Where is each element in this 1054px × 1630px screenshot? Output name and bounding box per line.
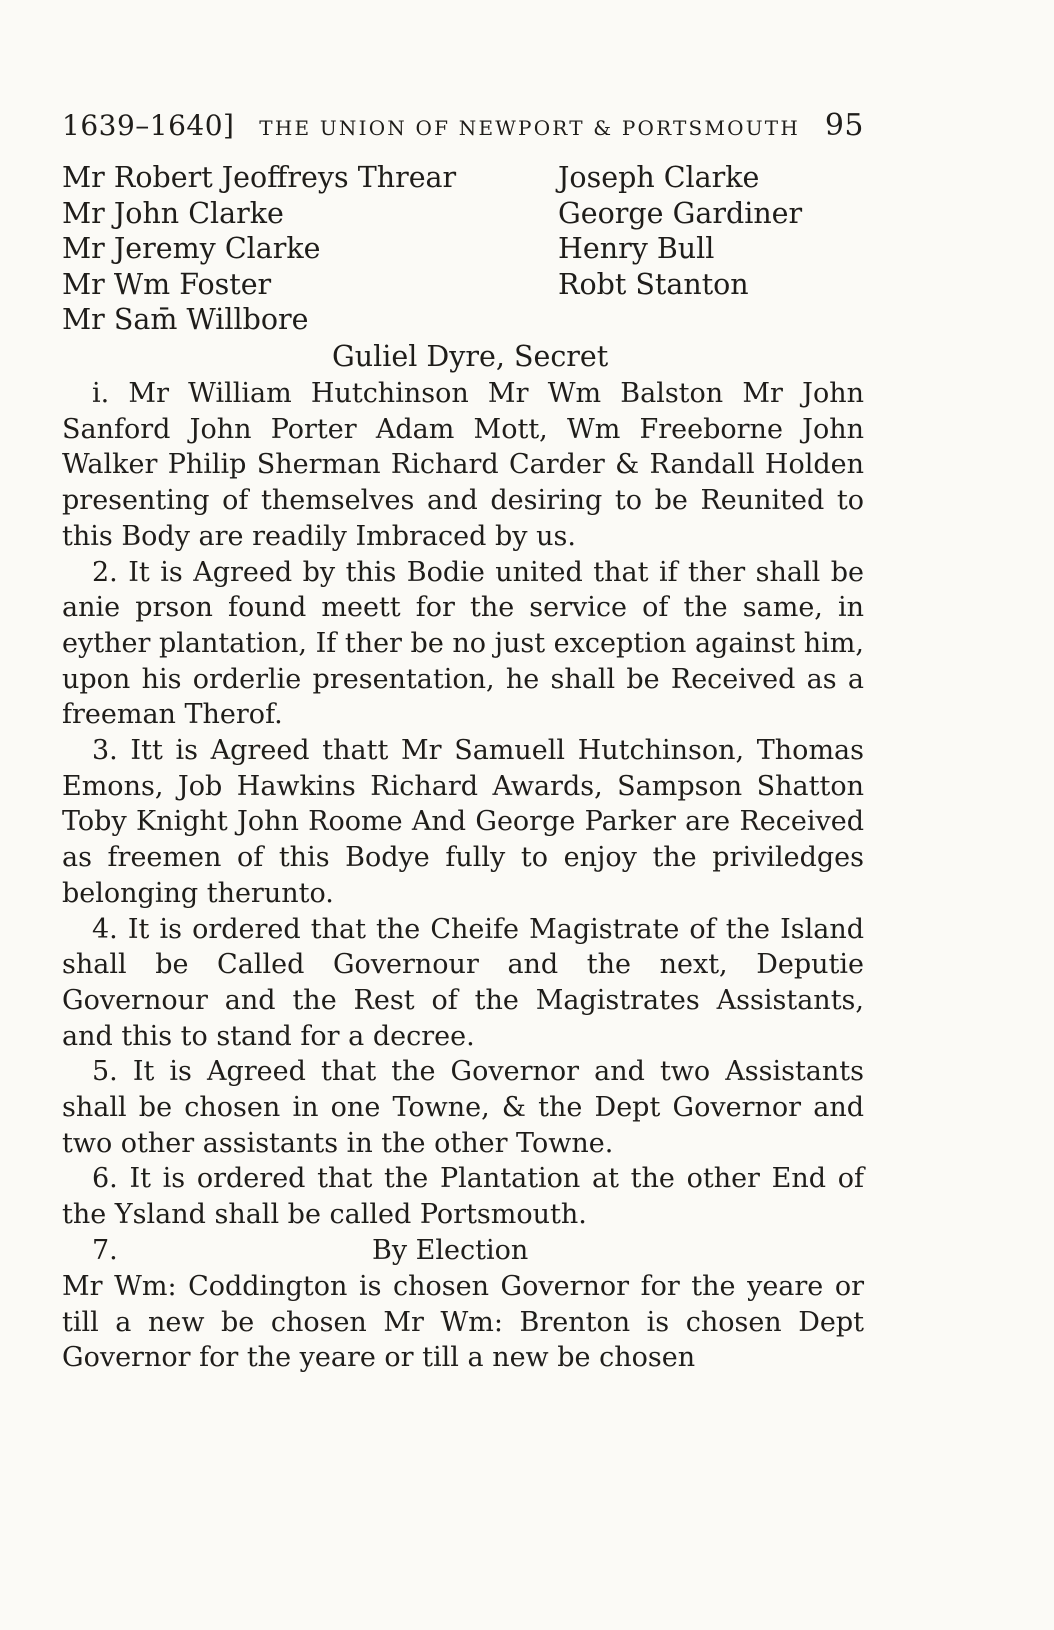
signatory-name: Mr Sam̄ Willbore [62,303,309,336]
signatory-name: Henry Bull [558,232,715,265]
header-title: THE UNION OF NEWPORT & PORTSMOUTH [259,116,800,140]
book-page [62,0,864,1630]
signatory-name: Joseph Clarke [558,161,760,194]
resolutions-text [62,376,864,1376]
signatory-name: Mr John Clarke [62,196,284,230]
election-paragraph: Mr Wm: Coddington is chosen Governor for the yeare or till a new be chosen Mr Wm: Brenton is chosen Dept Governor for the yeare or till a new be chosen [62,1270,864,1374]
secretary-signature: Guliel Dyre, Secret [332,340,609,373]
signatories-right-column [558,160,802,302]
signatories-left-column [62,160,456,338]
resolution-paragraph: 4. It is ordered that the Cheife Magistrate of the Island shall be Called Governour and the next, Deputie Governour and the Rest of the Magistrates Assistants, and this to stand for a decree. [62,913,864,1052]
page-number: 95 [824,108,864,143]
resolution-paragraph: 5. It is Agreed that the Governor and two Assistants shall be chosen in one Towne, & the Dept Governor and two other assistants in the other Towne. [62,1056,864,1159]
header-date-range: 1639–1640] [62,109,235,142]
election-title: By Election [372,1234,529,1266]
signatory-name: Mr Jeremy Clarke [62,232,321,265]
resolution-paragraph: 6. It is ordered that the Plantation at the other End of the Ysland shall be called Portsmouth. [62,1163,864,1231]
signatory-name: Robt Stanton [558,267,749,301]
signatory-name: George Gardiner [558,196,803,230]
election-heading [62,1233,864,1269]
resolution-paragraph: 2. It is Agreed by this Bodie united that if ther shall be anie prson found meett for the service of the same, in eyther plantation, If ther be no just exception against him, upon his orderlie presentation, he shall be Received as a freeman Therof. [62,556,864,731]
signatory-name: Mr Wm Foster [62,267,272,301]
signatory-list [62,160,864,350]
resolution-paragraph: 3. Itt is Agreed thatt Mr Samuell Hutchinson, Thomas Emons, Job Hawkins Richard Awards, Sampson Shatton Toby Knight John Roome And George Parker are Received as freemen of this Bodye fully to enjoy the priviledges belonging therunto. [62,735,864,909]
election-number: 7. [92,1234,118,1266]
signatory-name: Mr Robert Jeoffreys Threar [62,161,457,194]
running-header [62,108,864,143]
resolution-paragraph: i. Mr William Hutchinson Mr Wm Balston Mr John Sanford John Porter Adam Mott, Wm Freeborne John Walker Philip Sherman Richard Carder & Randall Holden presenting of themselves and desiring to be Reunited to this Body are readily Imbraced by us. [62,378,864,552]
